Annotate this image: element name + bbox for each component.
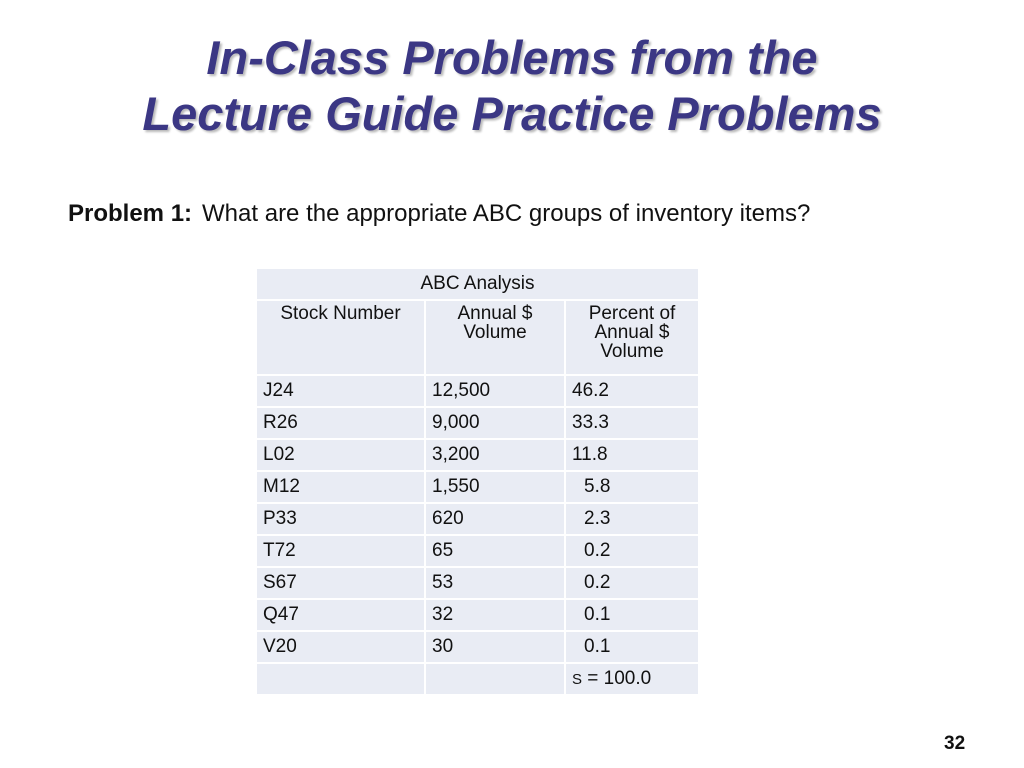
total-cell bbox=[565, 663, 699, 695]
table-row bbox=[256, 535, 699, 567]
percent-volume-cell: 46.2 bbox=[565, 375, 699, 407]
table-row bbox=[256, 471, 699, 503]
table-row bbox=[256, 375, 699, 407]
stock-number-cell: V20 bbox=[256, 631, 425, 663]
stock-number-cell: Q47 bbox=[256, 599, 425, 631]
percent-volume-cell: 33.3 bbox=[565, 407, 699, 439]
annual-volume-cell: 12,500 bbox=[425, 375, 565, 407]
slide-title-line-1: In-Class Problems from the bbox=[206, 31, 818, 84]
column-header-percent-volume: Percent of Annual $ Volume bbox=[565, 300, 699, 375]
page-number: 32 bbox=[944, 733, 966, 754]
table-row bbox=[256, 599, 699, 631]
annual-volume-cell: 53 bbox=[425, 567, 565, 599]
percent-volume-cell: 0.1 bbox=[565, 631, 699, 663]
percent-volume-cell: 0.2 bbox=[565, 567, 699, 599]
annual-volume-cell: 620 bbox=[425, 503, 565, 535]
percent-volume-cell: 2.3 bbox=[565, 503, 699, 535]
table-row bbox=[256, 631, 699, 663]
total-value: = 100.0 bbox=[587, 668, 652, 689]
annual-volume-cell: 65 bbox=[425, 535, 565, 567]
table-row bbox=[256, 567, 699, 599]
slide-title bbox=[0, 30, 1024, 142]
slide-title-line-2: Lecture Guide Practice Problems bbox=[142, 87, 882, 140]
percent-volume-cell: 0.1 bbox=[565, 599, 699, 631]
sum-symbol: S bbox=[572, 671, 583, 688]
column-header-stock-number: Stock Number bbox=[256, 300, 425, 375]
percent-volume-cell: 11.8 bbox=[565, 439, 699, 471]
annual-volume-cell: 9,000 bbox=[425, 407, 565, 439]
annual-volume-cell: 1,550 bbox=[425, 471, 565, 503]
stock-number-cell: M12 bbox=[256, 471, 425, 503]
stock-number-cell: J24 bbox=[256, 375, 425, 407]
table-total-row bbox=[256, 663, 699, 695]
table-row bbox=[256, 407, 699, 439]
total-empty-cell bbox=[256, 663, 425, 695]
table-row bbox=[256, 439, 699, 471]
table-body bbox=[256, 375, 699, 695]
percent-volume-cell: 5.8 bbox=[565, 471, 699, 503]
table-row bbox=[256, 503, 699, 535]
column-header-annual-volume: Annual $ Volume bbox=[425, 300, 565, 375]
stock-number-cell: T72 bbox=[256, 535, 425, 567]
stock-number-cell: L02 bbox=[256, 439, 425, 471]
annual-volume-cell: 3,200 bbox=[425, 439, 565, 471]
total-empty-cell bbox=[425, 663, 565, 695]
abc-analysis-table bbox=[255, 267, 700, 696]
table-caption: ABC Analysis bbox=[256, 268, 699, 300]
problem-statement bbox=[68, 198, 908, 230]
stock-number-cell: R26 bbox=[256, 407, 425, 439]
problem-text: What are the appropriate ABC groups of inventory items? bbox=[202, 200, 811, 227]
problem-label: Problem 1: bbox=[68, 200, 193, 227]
percent-volume-cell: 0.2 bbox=[565, 535, 699, 567]
annual-volume-cell: 32 bbox=[425, 599, 565, 631]
stock-number-cell: S67 bbox=[256, 567, 425, 599]
annual-volume-cell: 30 bbox=[425, 631, 565, 663]
stock-number-cell: P33 bbox=[256, 503, 425, 535]
